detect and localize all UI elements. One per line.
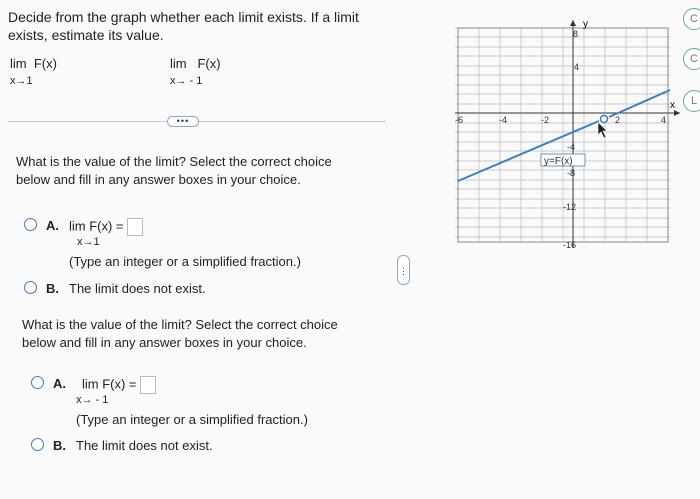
lim-function: F(x)	[33, 56, 57, 71]
answer-input-box[interactable]	[140, 376, 156, 394]
option-letter: A.	[53, 376, 66, 391]
y-tick-label: -4	[567, 142, 576, 152]
limit-expression-2	[170, 56, 221, 87]
panel-resize-handle[interactable]: ⋮	[397, 255, 410, 285]
side-icon-3[interactable]: L	[683, 90, 700, 112]
problem-prompt: Decide from the graph whether each limit exists. If a limit exists, estimate its value.	[8, 9, 359, 43]
y-tick-label: -12	[563, 202, 577, 212]
limit-expression: lim F(x) =	[82, 376, 137, 392]
question-1-option-a[interactable]	[24, 218, 301, 269]
y-tick-label: -16	[563, 240, 577, 250]
x-tick-label: -4	[499, 115, 508, 125]
option-text: The limit does not exist.	[69, 281, 206, 296]
option-letter: B.	[46, 281, 59, 296]
side-icon-2[interactable]: C	[683, 48, 700, 70]
open-circle-hole	[601, 116, 608, 123]
x-tick-label: -6	[455, 115, 464, 125]
answer-hint: (Type an integer or a simplified fraction.)	[69, 254, 301, 269]
x-tick-label: 4	[661, 115, 667, 125]
lim-word: lim	[10, 56, 27, 71]
side-icon-1[interactable]: C	[683, 8, 700, 30]
limit-subscript: x→1	[77, 236, 100, 248]
y-tick-label: 4	[574, 62, 580, 72]
limit-subscript: x→ - 1	[76, 394, 109, 406]
answer-input-box[interactable]	[127, 218, 143, 236]
y-axis-arrow	[570, 20, 576, 26]
radio-button[interactable]	[24, 281, 37, 294]
y-tick-label: -8	[567, 168, 576, 178]
x-axis-label: x	[670, 100, 675, 111]
question-2-option-b[interactable]	[31, 438, 213, 453]
radio-button[interactable]	[31, 376, 44, 389]
y-tick-label: 8	[573, 29, 579, 39]
lim-subscript: x→1	[10, 75, 33, 87]
lim-word: lim	[170, 56, 187, 71]
lim-subscript: x→ - 1	[170, 75, 203, 87]
question-1-text: What is the value of the limit? Select the correct choice below and fill in any answer boxes in your choice.	[16, 154, 332, 187]
option-letter: A.	[46, 218, 59, 233]
question-2-text: What is the value of the limit? Select the correct choice below and fill in any answer boxes in your choice.	[22, 317, 338, 350]
option-text: The limit does not exist.	[76, 438, 213, 453]
function-graph	[455, 20, 680, 250]
x-tick-label: -2	[541, 115, 550, 125]
limit-expression: lim F(x) =	[69, 218, 124, 234]
expand-more-button[interactable]: •••	[167, 116, 199, 127]
question-1-option-b[interactable]	[24, 281, 206, 296]
limit-expression-1	[10, 56, 57, 87]
radio-button[interactable]	[31, 438, 44, 451]
lim-function: F(x)	[197, 56, 221, 71]
radio-button[interactable]	[24, 218, 37, 231]
question-2-option-a[interactable]	[31, 376, 308, 427]
curve-label: y=F(x)	[544, 156, 573, 167]
answer-hint: (Type an integer or a simplified fraction.)	[76, 412, 308, 427]
y-axis-label: y	[583, 20, 588, 30]
mouse-cursor-icon	[598, 122, 607, 138]
x-tick-label: 2	[615, 115, 621, 125]
option-letter: B.	[53, 438, 66, 453]
